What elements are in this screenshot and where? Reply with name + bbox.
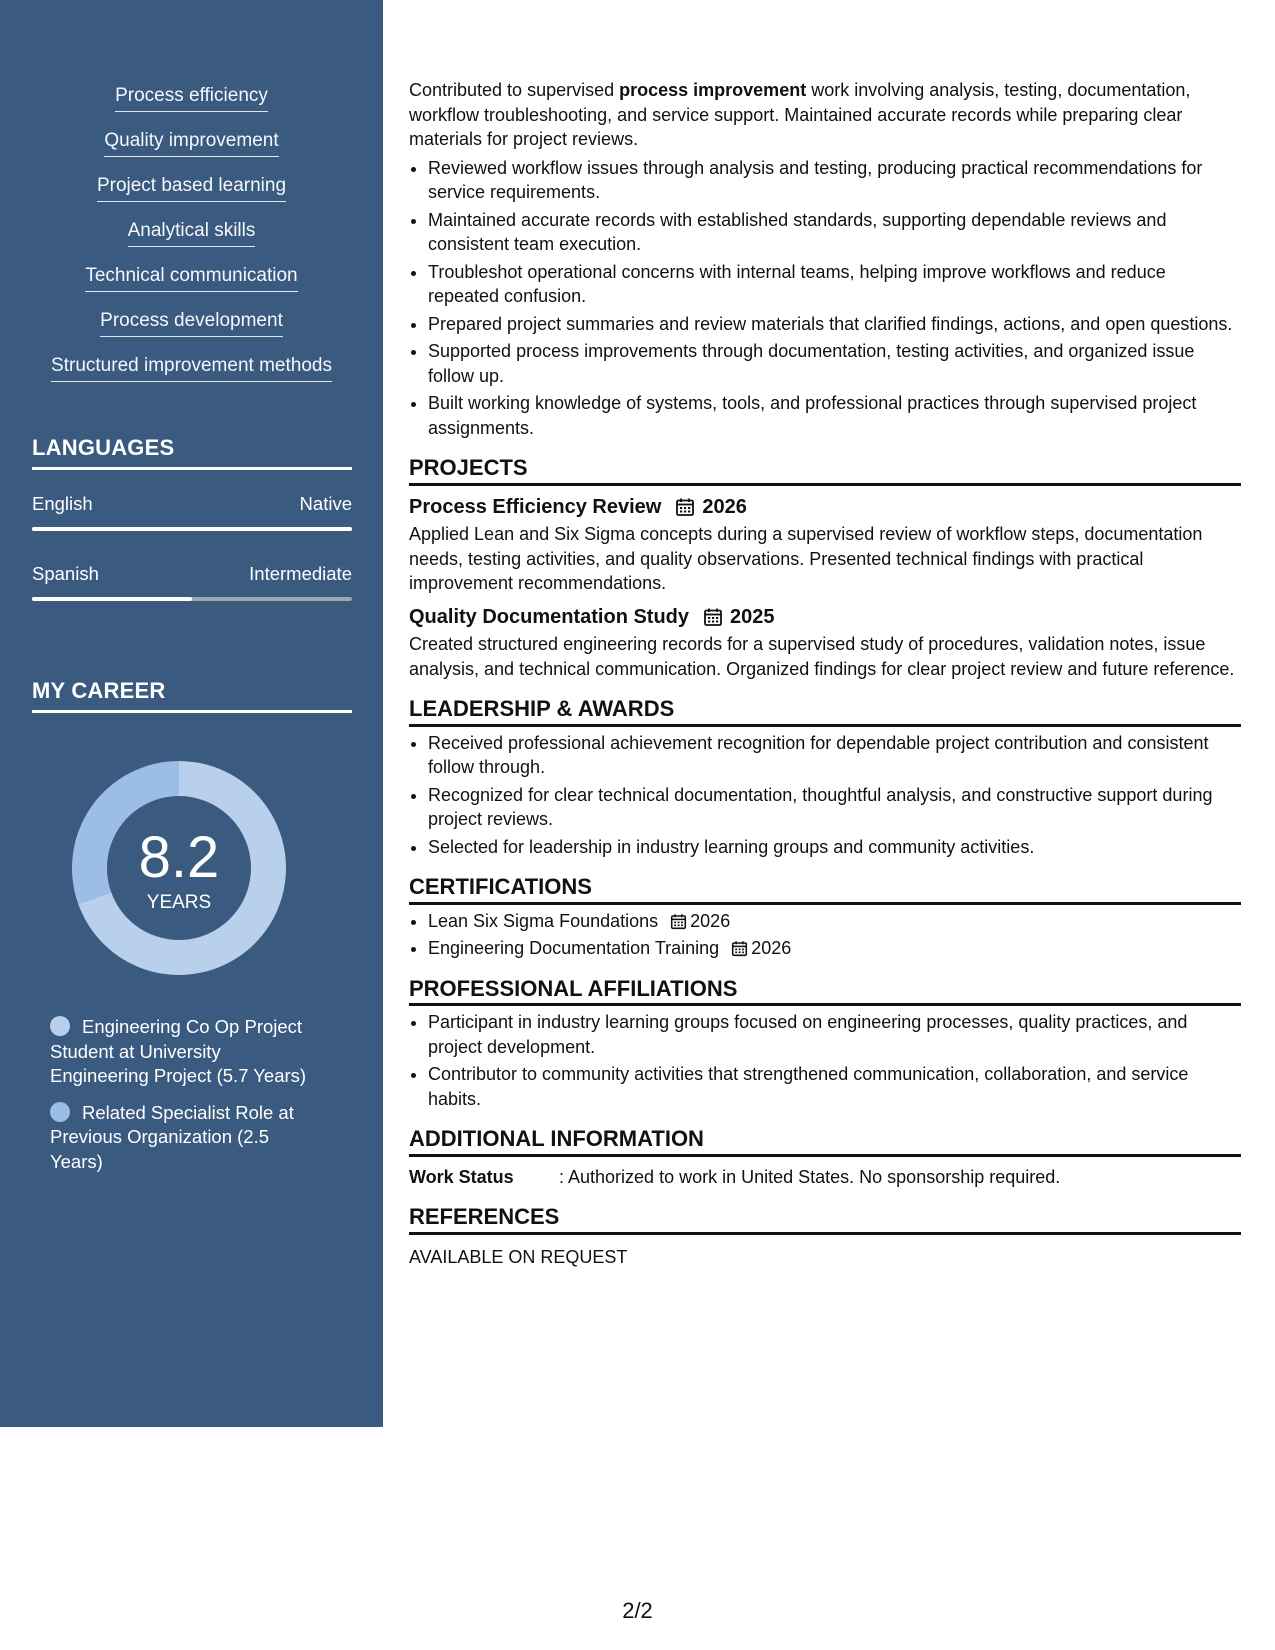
certification-name: Engineering Documentation Training <box>428 938 720 958</box>
affiliations-heading: PROFESSIONAL AFFILIATIONS <box>409 977 1241 1007</box>
project-title <box>409 605 1241 630</box>
skill-label: Process efficiency <box>115 85 268 112</box>
skill-item <box>0 310 383 355</box>
project-description: Applied Lean and Six Sigma concepts during a supervised review of workflow steps, documentation needs, testing activities, and quality observations. Presented technical findings with practical improvement recommendations. <box>409 524 1203 593</box>
list-item: • Troubleshot operational concerns with internal teams, helping improve workflows and reduce repeated confusion. <box>428 260 1241 309</box>
skill-item <box>0 220 383 265</box>
list-item: • Reviewed workflow issues through analysis and testing, producing practical recommendations for service requirements. <box>428 156 1241 205</box>
career-legend-label: Engineering Co Op Project Student at University Engineering Project (5.7 Years) <box>50 1016 307 1086</box>
language-proficiency-fill <box>32 527 352 531</box>
list-item: • Contributor to community activities that strengthened communication, collaboration, and service habits. <box>428 1062 1241 1111</box>
summary-bold: process improvement <box>619 80 807 100</box>
certifications-list <box>409 909 1241 961</box>
leadership-list <box>409 731 1241 860</box>
references-heading: REFERENCES <box>409 1205 1241 1235</box>
list-item: • Received professional achievement recognition for dependable project contribution and consistent follow through. <box>428 731 1241 780</box>
language-level: Intermediate <box>249 563 352 584</box>
skill-item <box>0 175 383 220</box>
calendar-icon <box>731 940 748 957</box>
list-item: • Built working knowledge of systems, tools, and professional practices through supervised project assignments. <box>428 391 1241 440</box>
career-heading: MY CAREER <box>32 678 352 713</box>
certification-year: 2026 <box>751 938 792 958</box>
project-year: 2025 <box>730 605 775 628</box>
career-years-unit: YEARS <box>146 892 212 913</box>
summary-text: Contributed to supervised <box>409 80 620 100</box>
experience-summary <box>409 78 1241 152</box>
calendar-icon <box>703 607 723 627</box>
career-total-years: 8.2 <box>138 825 220 890</box>
skill-item <box>0 85 383 130</box>
project-title <box>409 495 1241 520</box>
language-name: Spanish <box>32 563 99 584</box>
experience-bullets <box>409 156 1241 441</box>
work-status-value: : Authorized to work in United States. No sponsorship required. <box>559 1166 1061 1187</box>
language-name: English <box>32 493 93 514</box>
skill-label: Technical communication <box>85 265 297 292</box>
list-item: • Recognized for clear technical documentation, thoughtful analysis, and constructive support during project reviews. <box>428 783 1241 832</box>
list-item: • Selected for leadership in industry learning groups and community activities. <box>428 835 1241 860</box>
language-item-spanish <box>32 563 352 601</box>
certification-year: 2026 <box>690 910 731 931</box>
work-status-label: Work Status <box>409 1166 514 1187</box>
list-item: • Prepared project summaries and review materials that clarified findings, actions, and open questions. <box>428 312 1241 337</box>
skill-label: Analytical skills <box>128 220 256 247</box>
project-name: Process Efficiency Review <box>409 495 662 518</box>
skill-label: Project based learning <box>97 175 286 202</box>
skill-label: Quality improvement <box>104 130 278 157</box>
legend-dot-icon <box>50 1016 70 1036</box>
calendar-icon <box>675 497 695 517</box>
languages-heading: LANGUAGES <box>32 435 352 470</box>
skill-label: Structured improvement methods <box>51 355 332 382</box>
career-legend-item <box>50 1015 320 1089</box>
skill-item <box>0 355 383 400</box>
projects-heading: PROJECTS <box>409 456 1241 486</box>
work-status-row <box>409 1165 1241 1190</box>
project-year: 2026 <box>702 495 747 518</box>
career-legend-label: Related Specialist Role at Previous Organization (2.5 Years) <box>50 1101 294 1172</box>
language-proficiency-fill <box>32 597 192 601</box>
career-legend-item <box>50 1101 320 1175</box>
language-proficiency-bar <box>32 597 352 601</box>
additional-info-heading: ADDITIONAL INFORMATION <box>409 1127 1241 1157</box>
career-legend <box>50 1015 320 1186</box>
list-item: • Supported process improvements through documentation, testing activities, and organized issue follow up. <box>428 339 1241 388</box>
list-item: • Participant in industry learning groups focused on engineering processes, quality practices, and project development. <box>428 1010 1241 1059</box>
summary-text: work involving analysis, testing, documentation, workflow troubleshooting, and service support. Maintained accurate records while preparing clear materials for project reviews. <box>409 80 1191 149</box>
certification-item <box>428 909 1241 934</box>
main-content <box>409 78 1241 1269</box>
references-value: AVAILABLE ON REQUEST <box>409 1246 628 1267</box>
certification-name: Lean Six Sigma Foundations <box>428 910 659 931</box>
list-item: • Maintained accurate records with established standards, supporting dependable reviews and consistent team execution. <box>428 208 1241 257</box>
language-proficiency-bar <box>32 527 352 531</box>
certifications-heading: CERTIFICATIONS <box>409 875 1241 905</box>
project-description: Created structured engineering records for a supervised study of procedures, validation notes, issue analysis, and technical communication. Organized findings for clear project review and future reference. <box>409 634 1235 679</box>
legend-dot-icon <box>50 1102 70 1122</box>
sidebar <box>0 0 383 1427</box>
calendar-icon <box>670 913 687 930</box>
project-name: Quality Documentation Study <box>409 605 690 628</box>
leadership-heading: LEADERSHIP & AWARDS <box>409 697 1241 727</box>
page-number: 2/2 <box>622 1598 653 1623</box>
skill-label: Process development <box>100 310 283 337</box>
affiliations-list <box>409 1010 1241 1111</box>
language-level: Native <box>299 493 352 514</box>
career-donut-chart <box>66 755 292 981</box>
certification-item <box>428 936 1241 961</box>
language-item-english <box>32 493 352 531</box>
skill-item <box>0 130 383 175</box>
skill-item <box>0 265 383 310</box>
skills-list <box>0 85 383 400</box>
